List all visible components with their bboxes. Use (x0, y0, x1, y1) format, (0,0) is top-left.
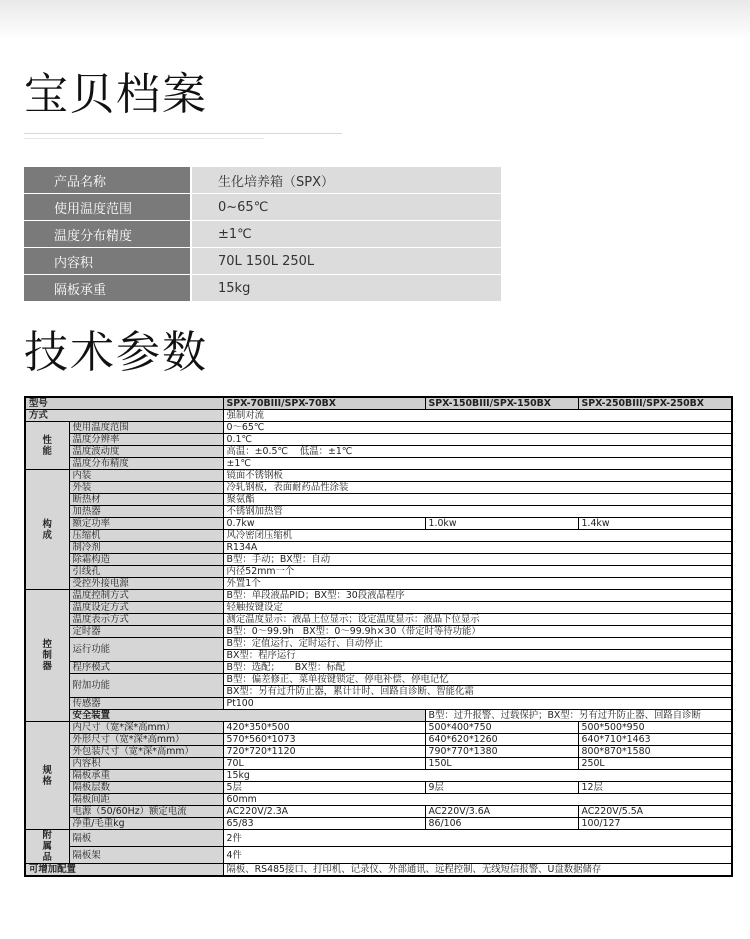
title-divider (24, 133, 342, 134)
row-value: 12层 (578, 782, 732, 794)
row-label: 程序模式 (69, 662, 223, 674)
row-value: 500*500*950 (578, 722, 732, 734)
row-value: 15kg (223, 770, 732, 782)
spec-table (24, 396, 733, 877)
table-row (25, 602, 732, 614)
profile-section-title: 宝贝档案 (24, 69, 208, 120)
table-row (25, 638, 732, 650)
row-label: 温度表示方式 (69, 614, 223, 626)
row-value: 强制对流 (223, 410, 732, 422)
row-value: 内径52mm一个 (223, 566, 732, 578)
table-row (25, 806, 732, 818)
table-row (25, 482, 732, 494)
row-value: 轻触按键设定 (223, 602, 732, 614)
table-row (25, 770, 732, 782)
row-value: 250L (578, 758, 732, 770)
row-value: 测定温度显示：液晶上位显示；设定温度显示：液晶下位显示 (223, 614, 732, 626)
profile-key: 内容积 (24, 248, 190, 275)
row-label: 内容积 (69, 758, 223, 770)
row-label: 内装 (69, 470, 223, 482)
row-value: AC220V/5.5A (578, 806, 732, 818)
table-row (25, 518, 732, 530)
row-value: 0.1℃ (223, 434, 732, 446)
profile-value: ±1℃ (192, 221, 501, 248)
table-row (25, 578, 732, 590)
row-label: 使用温度范围 (69, 422, 223, 434)
row-value: 4件 (223, 847, 732, 864)
row-value: 5层 (223, 782, 425, 794)
table-row (25, 434, 732, 446)
table-row (25, 626, 732, 638)
row-label: 温度分辨率 (69, 434, 223, 446)
row-label: 隔板层数 (69, 782, 223, 794)
group-label: 控 制 器 (25, 590, 69, 722)
row-value: 风冷密闭压缩机 (223, 530, 732, 542)
title-divider (24, 138, 264, 139)
table-row (25, 662, 732, 674)
row-label: 温度控制方式 (69, 590, 223, 602)
row-value: 150L (425, 758, 578, 770)
table-row (25, 710, 732, 722)
row-value: R134A (223, 542, 732, 554)
row-value: 65/83 (223, 818, 425, 830)
table-row (25, 590, 732, 602)
row-value: 640*620*1260 (425, 734, 578, 746)
row-label: 隔板架 (69, 847, 223, 864)
profile-value: 15kg (192, 275, 501, 302)
spec-header-row (25, 397, 732, 410)
row-value: 720*720*1120 (223, 746, 425, 758)
profile-value: 生化培养箱（SPX） (192, 167, 501, 194)
profile-value: 0~65℃ (192, 194, 501, 221)
row-value: ±1℃ (223, 458, 732, 470)
table-row (25, 446, 732, 458)
profile-row (24, 275, 501, 302)
row-label: 除霜构造 (69, 554, 223, 566)
group-label: 构 成 (25, 470, 69, 590)
row-label: 电源（50/60Hz）额定电流 (69, 806, 223, 818)
row-value: 冷轧钢板，表面耐药品性涂装 (223, 482, 732, 494)
model-1: SPX-70BIII/SPX-70BX (223, 397, 425, 410)
row-value: B型：选配； BX型：标配 (223, 662, 732, 674)
row-label: 温度设定方式 (69, 602, 223, 614)
profile-key: 产品名称 (24, 167, 190, 194)
row-value: 640*710*1463 (578, 734, 732, 746)
row-label: 温度波动度 (69, 446, 223, 458)
row-value: B型：0～99.9h BX型：0～99.9h×30（带定时等待功能） (223, 626, 732, 638)
row-label: 断热材 (69, 494, 223, 506)
table-row (25, 422, 732, 434)
row-value: 镜面不锈钢板 (223, 470, 732, 482)
table-row (25, 566, 732, 578)
profile-row (24, 248, 501, 275)
row-value: AC220V/3.6A (425, 806, 578, 818)
row-label: 额定功率 (69, 518, 223, 530)
row-label: 可增加配置 (25, 864, 223, 877)
row-label: 压缩机 (69, 530, 223, 542)
table-row (25, 554, 732, 566)
profile-key: 温度分布精度 (24, 221, 190, 248)
table-row (25, 758, 732, 770)
row-value: AC220V/2.3A (223, 806, 425, 818)
row-value: 790*770*1380 (425, 746, 578, 758)
profile-key: 隔板承重 (24, 275, 190, 302)
row-value: 隔板、RS485接口、打印机、记录仪、外部通讯、远程控制、无线短信报警、U盘数据储存 (223, 864, 732, 877)
row-label: 运行功能 (69, 638, 223, 662)
row-label: 制冷剂 (69, 542, 223, 554)
row-value: 1.0kw (425, 518, 578, 530)
table-row (25, 782, 732, 794)
row-value: 800*870*1580 (578, 746, 732, 758)
row-value: B型：偏差修正、菜单按键锁定、停电补偿、停电记忆 (223, 674, 732, 686)
row-value: 1.4kw (578, 518, 732, 530)
table-row (25, 542, 732, 554)
profile-table (24, 166, 501, 301)
row-value: B型：定值运行、定时运行、自动停止 (223, 638, 732, 650)
group-label: 附 属 品 (25, 830, 69, 864)
group-label: 规 格 (25, 722, 69, 830)
top-shade (0, 0, 750, 40)
row-label: 外装 (69, 482, 223, 494)
row-value: 60mm (223, 794, 732, 806)
row-label: 外形尺寸（宽*深*高mm） (69, 734, 223, 746)
table-row (25, 830, 732, 847)
table-row (25, 674, 732, 686)
row-value: 聚氨酯 (223, 494, 732, 506)
model-3: SPX-250BIII/SPX-250BX (578, 397, 732, 410)
table-row (25, 746, 732, 758)
row-value: 86/106 (425, 818, 578, 830)
row-label: 加热器 (69, 506, 223, 518)
row-label: 内尺寸（宽*深*高mm） (69, 722, 223, 734)
row-value: 0.7kw (223, 518, 425, 530)
row-label: 隔板间距 (69, 794, 223, 806)
row-value: 2件 (223, 830, 732, 847)
table-row (25, 410, 732, 422)
table-row (25, 847, 732, 864)
table-row (25, 794, 732, 806)
row-value: 外置1个 (223, 578, 732, 590)
row-value: B型：过升报警、过载保护；BX型：另有过升防止器、回路自诊断 (425, 710, 732, 722)
row-label: 附加功能 (69, 674, 223, 698)
row-value: 0～65℃ (223, 422, 732, 434)
row-label: 传感器 (69, 698, 223, 710)
row-value: Pt100 (223, 698, 732, 710)
table-row (25, 864, 732, 877)
group-label: 性 能 (25, 422, 69, 470)
table-row (25, 722, 732, 734)
row-value: BX型：程序运行 (223, 650, 732, 662)
row-value: 9层 (425, 782, 578, 794)
table-row (25, 698, 732, 710)
row-label: 隔板 (69, 830, 223, 847)
row-label: 隔板承重 (69, 770, 223, 782)
row-label: 引线孔 (69, 566, 223, 578)
table-row (25, 614, 732, 626)
tech-section-title: 技术参数 (24, 327, 208, 378)
row-value: 500*400*750 (425, 722, 578, 734)
model-header: 型号 (25, 397, 223, 410)
profile-value: 70L 150L 250L (192, 248, 501, 275)
row-value: 420*350*500 (223, 722, 425, 734)
profile-key: 使用温度范围 (24, 194, 190, 221)
table-row (25, 506, 732, 518)
row-value: 570*560*1073 (223, 734, 425, 746)
row-label: 外包装尺寸（宽*深*高mm） (69, 746, 223, 758)
row-label: 定时器 (69, 626, 223, 638)
table-row (25, 458, 732, 470)
profile-row (24, 167, 501, 194)
row-label: 安全装置 (69, 710, 425, 722)
table-row (25, 530, 732, 542)
row-value: 高温：±0.5℃ 低温：±1℃ (223, 446, 732, 458)
row-label: 方式 (25, 410, 223, 422)
row-label: 净重/毛重kg (69, 818, 223, 830)
row-value: B型：单段液晶PID；BX型：30段液晶程序 (223, 590, 732, 602)
table-row (25, 494, 732, 506)
model-2: SPX-150BIII/SPX-150BX (425, 397, 578, 410)
table-row (25, 818, 732, 830)
profile-row (24, 221, 501, 248)
row-value: BX型：另有过升防止器，累计计时、回路自诊断、智能化霜 (223, 686, 732, 698)
row-label: 受控外接电源 (69, 578, 223, 590)
row-value: B型：手动；BX型：自动 (223, 554, 732, 566)
table-row (25, 734, 732, 746)
profile-row (24, 194, 501, 221)
table-row (25, 470, 732, 482)
row-label: 温度分布精度 (69, 458, 223, 470)
row-value: 100/127 (578, 818, 732, 830)
row-value: 70L (223, 758, 425, 770)
row-value: 不锈钢加热管 (223, 506, 732, 518)
